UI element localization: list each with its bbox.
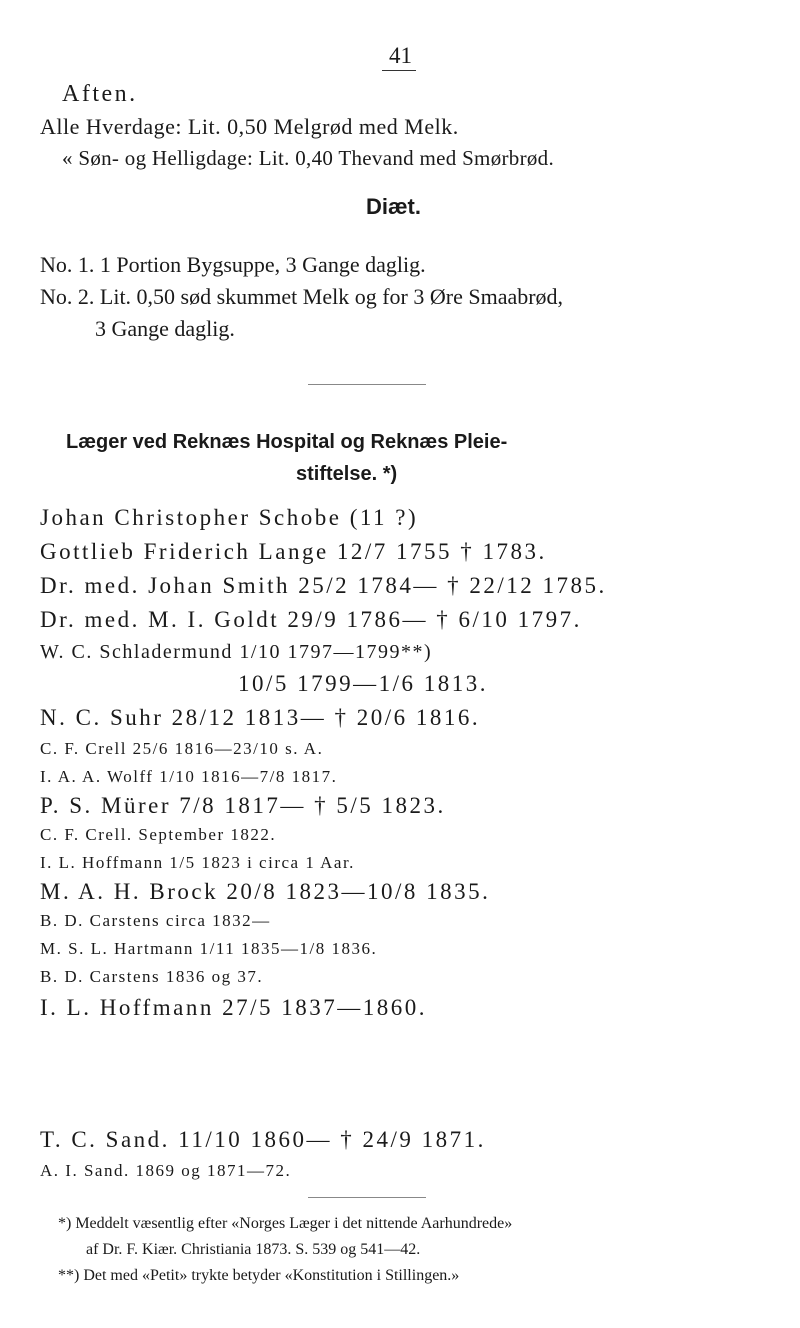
doctor-entry: A. I. Sand. 1869 og 1871—72.: [40, 1161, 292, 1180]
footnote-2: **) Det med «Petit» trykte betyder «Konstitution i Stillingen.»: [58, 1267, 460, 1284]
doctor-entry-continuation: 10/5 1799—1/6 1813.: [238, 671, 489, 696]
footnote-divider: [308, 1197, 426, 1198]
doctor-entry: T. C. Sand. 11/10 1860— † 24/9 1871.: [40, 1127, 486, 1152]
doctor-entry: I. L. Hoffmann 27/5 1837—1860.: [40, 995, 427, 1020]
doctor-entry: I. A. A. Wolff 1/10 1816—7/8 1817.: [40, 767, 338, 786]
footnote-1-line1: *) Meddelt væsentlig efter «Norges Læger i det nittende Aarhundrede»: [58, 1215, 513, 1232]
diet-no2-line2: 3 Gange daglig.: [95, 316, 235, 341]
doctor-entry: I. L. Hoffmann 1/5 1823 i circa 1 Aar.: [40, 853, 355, 872]
doctor-entry: W. C. Schladermund 1/10 1797—1799**): [40, 641, 433, 663]
doctor-entry: B. D. Carstens circa 1832—: [40, 911, 271, 930]
footnote-1-line2: af Dr. F. Kiær. Christiania 1873. S. 539 og 541—42.: [86, 1241, 421, 1258]
doctor-entry: Dr. med. M. I. Goldt 29/9 1786— † 6/10 1797.: [40, 607, 582, 632]
doctor-entry: Johan Christopher Schobe (11 ?): [40, 505, 419, 530]
doctor-entry: M. S. L. Hartmann 1/11 1835—1/8 1836.: [40, 939, 378, 958]
doctors-heading-line2: stiftelse. *): [296, 463, 398, 485]
doctor-entry: M. A. H. Brock 20/8 1823—10/8 1835.: [40, 879, 491, 904]
evening-title: Aften.: [62, 81, 138, 107]
doctor-entry: P. S. Mürer 7/8 1817— † 5/5 1823.: [40, 793, 446, 818]
doctors-heading-line1: Læger ved Reknæs Hospital og Reknæs Pleie-: [66, 431, 508, 453]
diet-no1: No. 1. 1 Portion Bygsuppe, 3 Gange daglig.: [40, 252, 426, 277]
section-divider: [308, 384, 426, 385]
doctor-entry: Gottlieb Friderich Lange 12/7 1755 † 1783.: [40, 539, 547, 564]
evening-weekdays: Alle Hverdage: Lit. 0,50 Melgrød med Melk.: [40, 114, 459, 139]
doctor-entry: N. C. Suhr 28/12 1813— † 20/6 1816.: [40, 705, 481, 730]
page-number: 41: [389, 43, 412, 68]
doctor-entry: B. D. Carstens 1836 og 37.: [40, 967, 264, 986]
evening-sundays: « Søn- og Helligdage: Lit. 0,40 Thevand med Smørbrød.: [62, 146, 555, 170]
page-number-underline: [382, 70, 416, 71]
diet-heading: Diæt.: [366, 194, 421, 219]
doctor-entry: C. F. Crell 25/6 1816—23/10 s. A.: [40, 739, 324, 758]
doctor-entry: C. F. Crell. September 1822.: [40, 825, 277, 844]
diet-no2-line1: No. 2. Lit. 0,50 sød skummet Melk og for 3 Øre Smaabrød,: [40, 284, 564, 309]
doctor-entry: Dr. med. Johan Smith 25/2 1784— † 22/12 1785.: [40, 573, 607, 598]
